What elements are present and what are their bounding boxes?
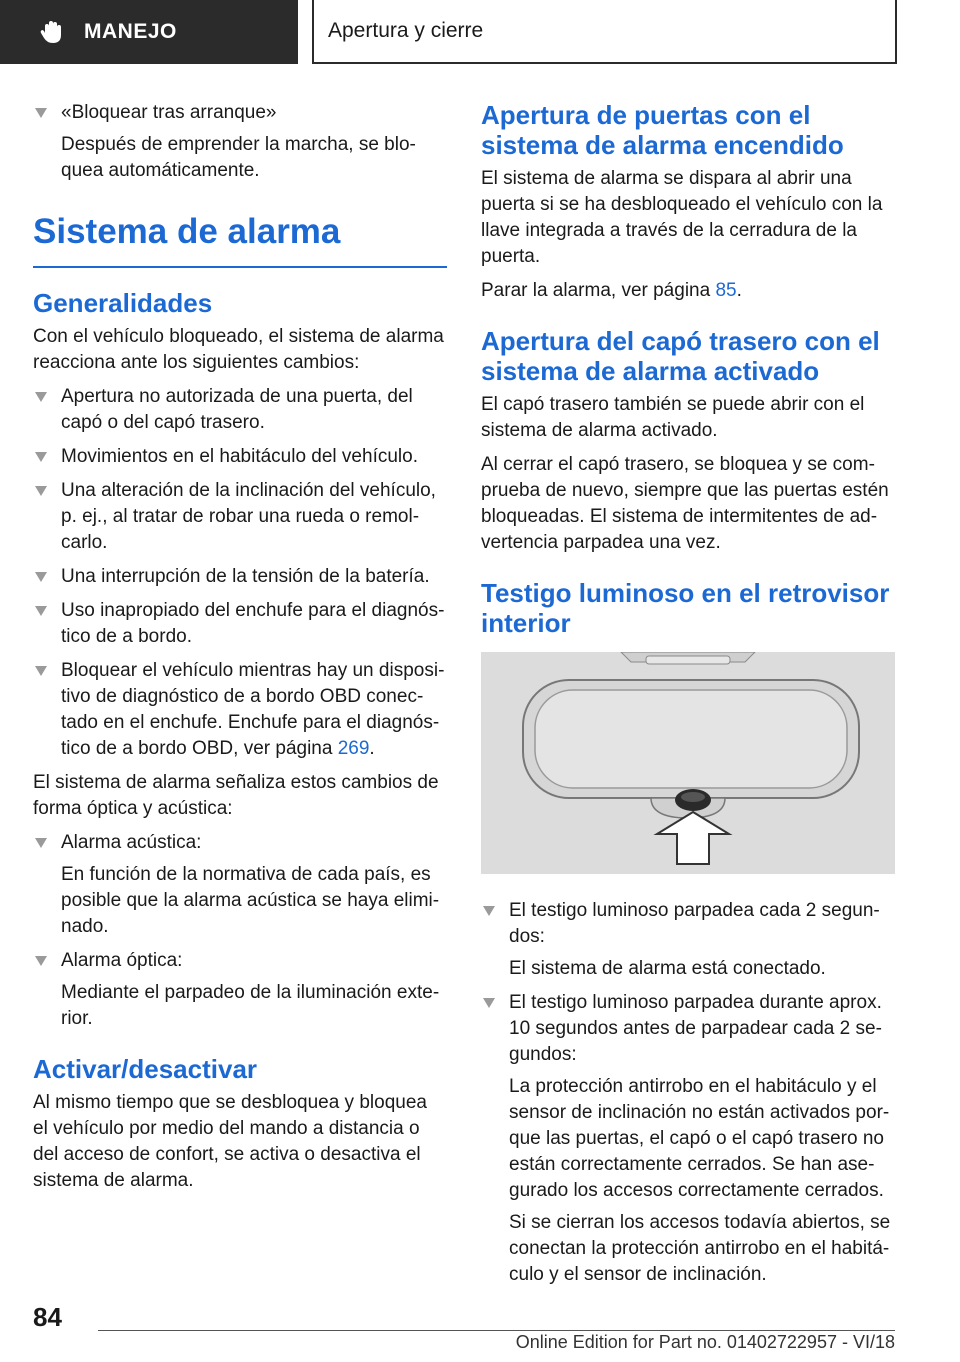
- paragraph: Al mismo tiempo que se desbloquea y bloquea el vehículo por medio del mando a distancia o del acceso de confort, se activa o desactiva el sistema de alarma.: [33, 1092, 427, 1191]
- list-item: [33, 444, 447, 470]
- bullet-triangle-icon: [483, 906, 495, 916]
- bullet-triangle-icon: [35, 108, 47, 118]
- list-item: [481, 898, 895, 982]
- section-heading: Sistema de alarma: [33, 212, 341, 251]
- rearview-mirror-illustration: [481, 652, 895, 874]
- subheading-capo-trasero: Apertura del capó trasero con el sistema de alarma activado: [481, 326, 880, 386]
- paragraph: [481, 278, 895, 304]
- item-title: Alarma acústica:: [61, 832, 202, 853]
- bullet-triangle-icon: [35, 956, 47, 966]
- list-item: [33, 478, 447, 556]
- list-item: [33, 384, 447, 436]
- paragraph-end: .: [736, 280, 742, 301]
- section-tab: [0, 0, 298, 64]
- item-text: La protección antirrobo en el habitáculo y el sensor de inclinación no están activados porque las puertas, el capó o el capó trasero no están correctamente cerrados. Se han asegurado los accesos correctamente cerrados.: [509, 1076, 890, 1201]
- left-column: [33, 100, 447, 1202]
- item-text: Apertura no autorizada de una puerta, del capó o del capó trasero.: [61, 386, 413, 433]
- bullet-triangle-icon: [35, 452, 47, 462]
- list-item: [33, 830, 447, 940]
- footer-edition: Online Edition for Part no. 01402722957 - VI/18: [515, 1332, 895, 1352]
- bullet-triangle-icon: [35, 486, 47, 496]
- subheading-generalidades: Generalidades: [33, 288, 213, 318]
- item-text: Una alteración de la inclinación del vehículo, p. ej., al tratar de robar una rueda o remolcarlo.: [61, 480, 436, 553]
- page-header: [0, 0, 960, 66]
- bullet-triangle-icon: [35, 572, 47, 582]
- bullet-triangle-icon: [483, 998, 495, 1008]
- bullet-triangle-icon: [35, 666, 47, 676]
- chapter-tab: [312, 0, 897, 64]
- item-title: El testigo luminoso parpadea durante aprox. 10 segundos antes de parpadear cada 2 segundos:: [509, 992, 882, 1065]
- item-text: Después de emprender la marcha, se bloquea automáticamente.: [61, 134, 416, 181]
- chapter-label: Apertura y cierre: [328, 19, 484, 42]
- page-number: 84: [33, 1302, 62, 1332]
- item-title: «Bloquear tras arranque»: [61, 102, 277, 123]
- section-label: MANEJO: [84, 20, 177, 43]
- bullet-triangle-icon: [35, 392, 47, 402]
- item-text: Mediante el parpadeo de la iluminación exterior.: [61, 982, 440, 1029]
- list-item: [33, 564, 447, 590]
- item-title: Alarma óptica:: [61, 950, 183, 971]
- item-text: [61, 658, 447, 762]
- page-reference-link[interactable]: 269: [337, 738, 370, 759]
- item-text: Uso inapropiado del enchufe para el diagnóstico de a bordo.: [61, 600, 445, 647]
- item-text: Si se cierran los accesos todavía abiertos, se conectan la protección antirrobo en el habitáculo y el sensor de inclinación.: [509, 1212, 891, 1285]
- footer-rule: [98, 1330, 895, 1331]
- list-item: [33, 598, 447, 650]
- paragraph: El sistema de alarma se dispara al abrir una puerta si se ha desbloqueado el vehículo con la llave integrada a través de la cerradura de la puerta.: [481, 168, 883, 267]
- list-item: [33, 658, 447, 762]
- subheading-apertura-puertas: Apertura de puertas con el sistema de alarma encendido: [481, 100, 844, 160]
- item-text-end: .: [369, 738, 375, 759]
- bullet-triangle-icon: [35, 606, 47, 616]
- item-text-body: Bloquear el vehículo mientras hay un dispositivo de diagnóstico de a bordo OBD conectado en el enchufe. Enchufe para el diagnóstico de a bordo OBD, ver página: [61, 660, 445, 759]
- list-item: [33, 100, 447, 184]
- paragraph-text: Parar la alarma, ver página: [481, 280, 716, 301]
- paragraph: Al cerrar el capó trasero, se bloquea y se comprueba de nuevo, siempre que las puertas estén bloqueadas. El sistema de intermitentes de advertencia parpadea una vez.: [481, 454, 889, 553]
- list-item: [33, 948, 447, 1032]
- page-reference-link[interactable]: 85: [715, 280, 737, 301]
- item-text: Movimientos en el habitáculo del vehículo.: [61, 446, 418, 467]
- subheading-activar: Activar/desactivar: [33, 1054, 258, 1084]
- item-text: El sistema de alarma está conectado.: [509, 958, 826, 979]
- paragraph: Con el vehículo bloqueado, el sistema de alarma reacciona ante los siguientes cambios:: [33, 326, 444, 373]
- right-column: [481, 100, 895, 1296]
- subheading-testigo: Testigo luminoso en el retrovisor interior: [481, 578, 890, 638]
- item-text: Una interrupción de la tensión de la batería.: [61, 566, 430, 587]
- heading-rule: [33, 266, 447, 268]
- item-text: En función de la normativa de cada país, es posible que la alarma acústica se haya eliminado.: [61, 864, 440, 937]
- list-item: [481, 990, 895, 1288]
- paragraph: El capó trasero también se puede abrir con el sistema de alarma activado.: [481, 394, 865, 441]
- paragraph: El sistema de alarma señaliza estos cambios de forma óptica y acústica:: [33, 772, 439, 819]
- hand-steering-icon: [38, 18, 66, 46]
- bullet-triangle-icon: [35, 838, 47, 848]
- item-title: El testigo luminoso parpadea cada 2 segundos:: [509, 900, 880, 947]
